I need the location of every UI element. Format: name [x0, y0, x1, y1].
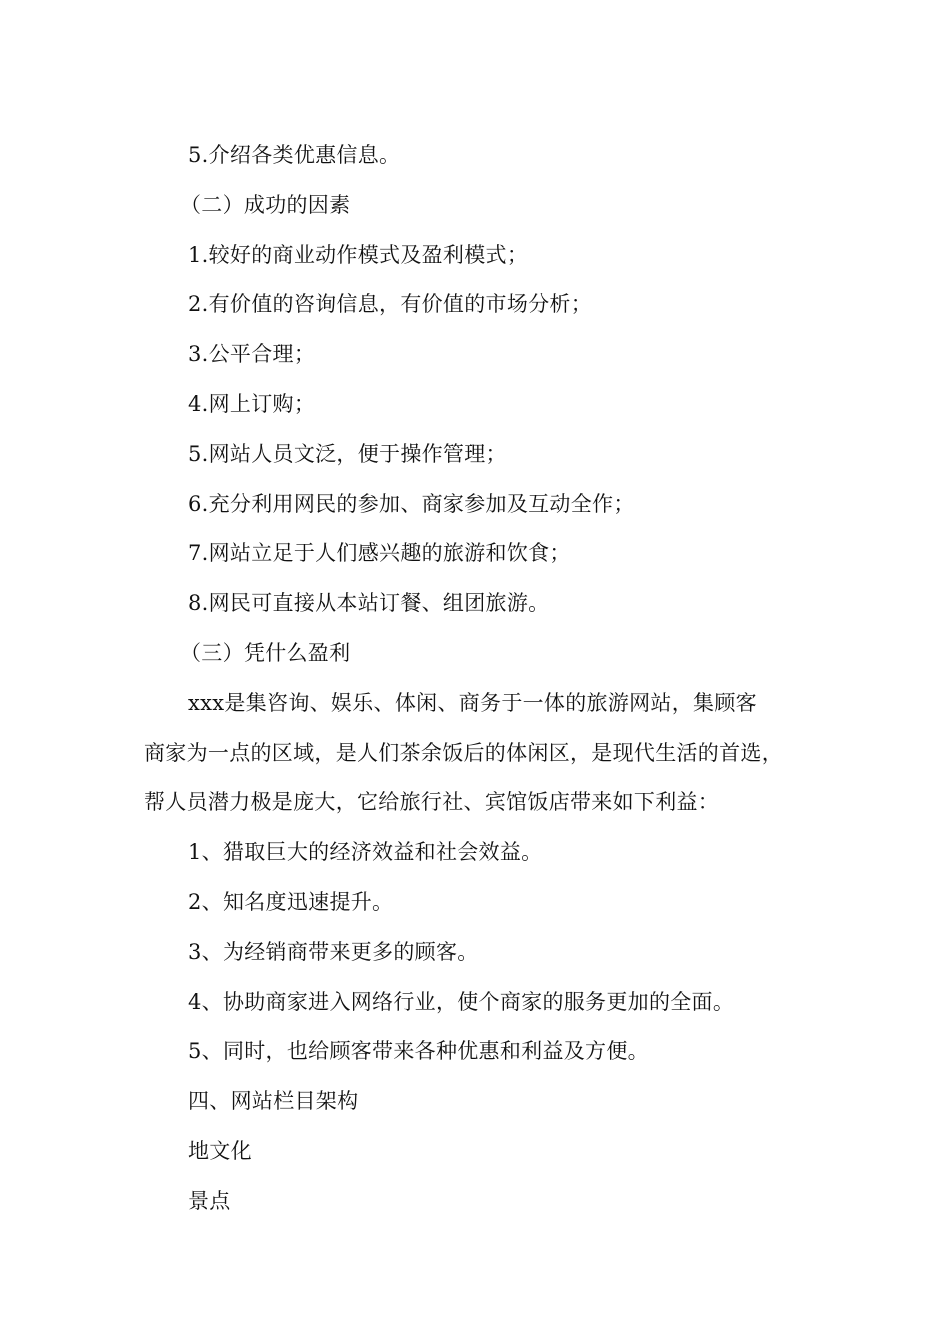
- list-item: 3、为经销商带来更多的顾客。: [188, 939, 479, 964]
- list-item: 景点: [188, 1188, 231, 1213]
- list-item: 8.网民可直接从本站订餐、组团旅游。: [188, 591, 550, 616]
- list-item: 5、同时，也给顾客带来各种优惠和利益及方便。: [188, 1039, 649, 1064]
- list-item: 4.网上订购；: [188, 391, 316, 416]
- list-item: 地文化: [188, 1138, 252, 1163]
- list-item: 3.公平合理；: [188, 342, 316, 367]
- paragraph-line: 商家为一点的区域，是人们茶余饭后的体闲区，是现代生活的首选，: [144, 740, 783, 765]
- paragraph-line: xxx是集咨询、娱乐、体闲、商务于一体的旅游网站，集顾客: [188, 690, 757, 715]
- list-item: 6.充分利用网民的参加、商家参加及互动全作；: [188, 491, 635, 516]
- list-item: 5.网站人员文泛，便于操作管理；: [188, 441, 507, 466]
- list-item: 4、协助商家进入网络行业，使个商家的服务更加的全面。: [188, 989, 735, 1014]
- list-item: 2.有价值的咨询信息，有价值的市场分析；: [188, 292, 593, 317]
- list-item: 5.介绍各类优惠信息。: [188, 143, 401, 167]
- paragraph-line: 帮人员潜力极是庞大，它给旅行社、宾馆饭店带来如下利益：: [144, 790, 720, 815]
- section-heading: 四、网站栏目架构: [188, 1089, 359, 1114]
- list-item: 1.较好的商业动作模式及盈利模式；: [188, 242, 529, 267]
- section-heading: （三）凭什么盈利: [180, 640, 351, 665]
- list-item: 1、猎取巨大的经济效益和社会效益。: [188, 840, 543, 865]
- section-heading: （二）成功的因素: [180, 192, 351, 217]
- list-item: 2、知名度迅速提升。: [188, 889, 394, 914]
- list-item: 7.网站立足于人们感兴趣的旅游和饮食；: [188, 541, 571, 566]
- document-body: [144, 131, 834, 1227]
